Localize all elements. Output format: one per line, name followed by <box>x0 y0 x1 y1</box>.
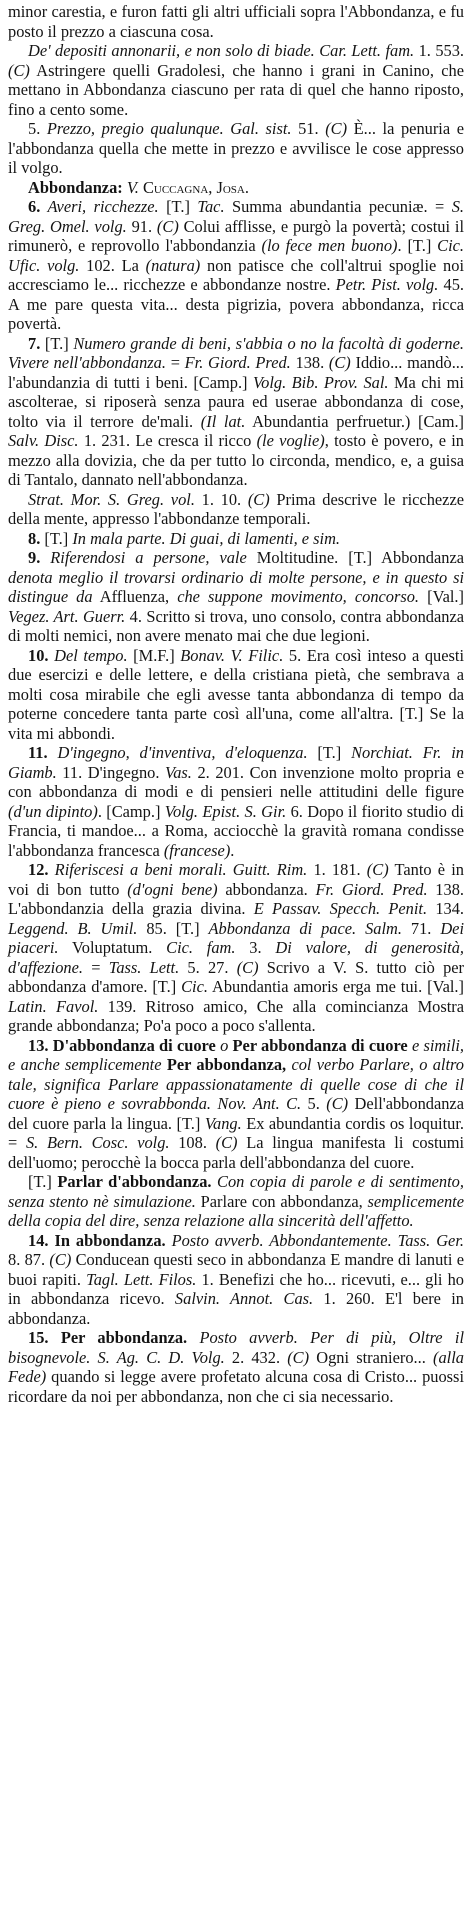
quote-text: 102. La <box>79 255 146 275</box>
citation-ref: 71. <box>401 918 441 938</box>
headword: Abbondanza: <box>28 177 127 197</box>
editor-tag: 85. [T.] <box>137 918 209 938</box>
quote-text: 4. Scritto si trova, uno consolo, contra abbondanza di molti nemici, non avere menato mai che due legioni. <box>8 606 465 645</box>
source-tag: (C) <box>247 489 270 509</box>
editor-tag: [T.] <box>158 197 198 216</box>
quote-text: Voluptatum. <box>58 938 167 957</box>
sense-number: 5. <box>28 119 41 138</box>
citation-source: Volg. Bib. Prov. Sal. <box>252 372 389 392</box>
citation-source: Norchiat. Fr. in Giamb. <box>8 743 464 782</box>
quote-text: Prima descrive le ricchezze della mente, appresso l'abbondanze temporali. <box>8 489 464 528</box>
sense-7-continuation <box>8 490 464 529</box>
citation-source: Fr. Giord. Pred. <box>184 353 291 372</box>
definition-and-citation: De' depositi annonarii, e non solo di biade. Car. Lett. fam. <box>28 41 415 60</box>
see-abbrev: V. <box>126 177 139 197</box>
source-tag: (C) <box>236 957 259 977</box>
citation-source: Salvin. Annot. Cas. <box>174 1289 314 1308</box>
separator: = <box>82 957 109 977</box>
quote-text: non patisce che coll'altrui spoglie noi accresciamo le... ricchezze e abbondanze nostre. <box>8 255 464 294</box>
definition: Numero grande di beni, s'abbia o no la facoltà di goderne. Vivere nell'abbondanza. <box>8 333 464 372</box>
quote-text: 1. 231. Le cresca il ricco <box>78 431 257 450</box>
quote-text: Summa abundantia pecuniæ. = <box>224 197 452 216</box>
citation-source: Bonav. V. Filic. <box>180 645 284 665</box>
quote-text: Parlare con abbondanza, <box>195 1191 368 1211</box>
quote-text: Affluenza, <box>92 587 178 606</box>
sense-14 <box>8 1231 464 1329</box>
citation-source: Volg. Epist. S. Gir. <box>164 801 287 821</box>
gloss: (Il lat. <box>200 411 246 431</box>
quote-text: 1. Benefizi che ho... ricevuti, e... gli ho in abbondanza ricevo. <box>8 1269 464 1308</box>
sense-7 <box>8 334 464 490</box>
quote-text: Scrivo a V. S. tutto ciò per abbondanza d'amore. [T.] <box>8 957 464 996</box>
source-tag: (C) <box>8 60 30 80</box>
citation-source: Tagl. Lett. Filos. <box>86 1269 197 1289</box>
sense-number: 7. <box>28 333 41 353</box>
definition: D'ingegno, d'inventiva, d'eloquenza. <box>47 743 308 762</box>
source-tag: (C) <box>156 216 179 236</box>
sense-9 <box>8 548 464 646</box>
quote-text: Colui afflisse, e purgò la povertà; costui il rimunerò, e reprovollo l'abbondanzia <box>8 216 464 255</box>
citation-source: Latin. Favol. <box>8 996 99 1016</box>
definition: semplicemente della copia del dire, senza relazione alla sincerità dell'affetto. <box>8 1191 464 1230</box>
sense-number: 11. <box>28 743 48 762</box>
citation-source: Vas. <box>165 762 192 782</box>
quote-text: Abundantia perfruetur.) [Cam.] <box>245 411 465 431</box>
citation-ref: 1. 553. <box>414 41 465 60</box>
source-tag: (C) <box>215 1133 238 1152</box>
source-tag: (C) <box>366 860 389 879</box>
quote-text: Moltitudine. [T.] Abbondanza <box>246 548 464 567</box>
sense-11 <box>8 743 464 860</box>
phrase: In abbondanza. <box>48 1230 166 1250</box>
citation-source: Vegez. Art. Guerr. <box>8 606 126 626</box>
citation-source: Tac. <box>197 197 225 216</box>
citation-source: S. Greg. Omel. volg. <box>8 197 464 236</box>
gloss: (alla Fede) <box>8 1347 464 1386</box>
quote-text: abbondanza. <box>217 879 316 899</box>
sense-15 <box>8 1328 464 1406</box>
citation-source: Leggend. B. Umil. <box>8 918 138 938</box>
definition: e simili, e anche semplicemente <box>8 1035 465 1074</box>
gloss: (francese) <box>163 840 231 860</box>
quote-text: 6. Dopo il fiorito studio di Francia, ti mandoe... a Roma, acciocchè la gravità romana condisse l'abbondanza francesca <box>8 801 464 860</box>
gloss: (d'ogni bene) <box>127 879 218 899</box>
sense-13-subentry <box>8 1172 464 1231</box>
definition-and-citation: col verbo Parlare, o altro tale, significa Parlare appassionatamente di quelle cose di che il cuore è pieno e sovrabbonda. Nov. Ant. C. <box>8 1055 464 1113</box>
separator: = <box>165 353 185 372</box>
quote-text: Iddio... mandò... l'abundanzia di tutti i beni. [Camp.] <box>8 353 464 392</box>
editor-tag: [Val.] <box>419 587 464 606</box>
gloss: (natura) <box>145 255 201 275</box>
punctuation: . <box>230 840 235 860</box>
phrase: Parlar d'abbondanza. <box>57 1172 212 1191</box>
citation-ref: 1. 181. <box>307 860 367 879</box>
paragraph-continuation <box>8 2 464 41</box>
quote-text: 1. 260. E'l bere in abbondanza. <box>8 1289 464 1328</box>
citation-ref: 8. 87. <box>8 1250 50 1269</box>
sense-12 <box>8 860 464 1036</box>
citation-source: Cic. <box>181 977 208 996</box>
sense-10 <box>8 646 464 744</box>
editor-tag: [T.] <box>307 743 352 762</box>
sense-number: 6. <box>28 197 41 216</box>
citation-ref: 108. <box>169 1133 216 1152</box>
sense-13 <box>8 1036 464 1173</box>
definition-and-citation: Prezzo, pregio qualunque. Gal. sist. <box>40 119 292 138</box>
sense-number: 13. <box>28 1035 49 1055</box>
source-tag: (C) <box>49 1250 72 1269</box>
phrase: Per abbondanza, <box>166 1055 287 1074</box>
phrase: Per abbondanza. <box>48 1328 188 1347</box>
citation-source: Tass. Lett. <box>108 957 180 977</box>
sense-number: 14. <box>28 1230 49 1250</box>
quote-text: È... la penuria e l'abbondanza quella che mette in prezzo e avvilisce le cose appresso il volgo. <box>8 119 464 177</box>
citation-ref: 138. <box>290 353 329 372</box>
quote-text: 2. 201. Con invenzione molto propria e con abbondanza di modi e di pensieri nelle attitudini delle figure <box>8 762 464 801</box>
citation-ref: 91. <box>126 216 157 236</box>
citation-source: Petr. Pist. volg. <box>335 275 439 294</box>
quote-text: 45. A me pare questa vita... desta pigrizia, povera abbondanza, ricca povertà. <box>8 275 464 333</box>
citation-source: Salv. Disc. <box>8 431 79 450</box>
citation-source: Vang. <box>204 1113 242 1133</box>
definition: Di valore, di generosità, d'affezione. <box>8 938 465 977</box>
definition: che suppone movimento, concorso. <box>177 587 420 606</box>
entry-depositi-annonarii <box>8 41 464 119</box>
editor-tag: [M.F.] <box>127 645 181 665</box>
sense-6 <box>8 197 464 334</box>
quote-text: Conducean questi seco in abbondanza E mandre di lanuti e buoi rapiti. <box>8 1250 464 1289</box>
definition: Del tempo. <box>48 645 128 665</box>
citation-source: Cic. fam. <box>166 938 236 957</box>
sense-5 <box>8 119 464 178</box>
definition: Dei piaceri. <box>8 918 465 957</box>
quote-text: Ogni straniero... <box>309 1347 434 1367</box>
citation-source: Cic. Ufic. volg. <box>8 236 465 275</box>
quote-text: Ex abundantia cordis os loquitur. = <box>8 1113 464 1152</box>
quote-text: 11. D'ingegno. <box>56 762 166 782</box>
gloss: (d'un dipinto) <box>8 801 98 821</box>
quote-text: 5. Era così inteso a questi due esercizi e delle lettere, e della cristiana pietà, che sembrava a molti cosa mirabile che egli avesse tanta abbondanza di tempo da poterne concedere tanta parte così all'una, come all'altra. [T.] Se la vita mi abbondi. <box>8 645 464 743</box>
citation-ref: 134. <box>427 899 464 918</box>
gloss: (le voglie) <box>256 431 325 450</box>
citation-source: S. Bern. Cosc. volg. <box>25 1133 170 1152</box>
editor-tag: [T.] <box>28 1172 58 1191</box>
citation-source: Fr. Giord. Pred. <box>315 879 428 899</box>
phrase: D'abbondanza di cuore <box>48 1035 216 1055</box>
quote-text: Abundantia amoris erga me tui. [Val.] <box>207 977 464 996</box>
citation-source: E Passav. Specch. Penit. <box>253 899 428 918</box>
cross-ref-words: Cuccagna, Josa. <box>138 177 249 197</box>
source-tag: (C) <box>326 1094 349 1113</box>
text: minor carestia, e furon fatti gli altri ufficiali sopra l'Abbondanza, e fu posto il prezzo a ciascuna cosa. <box>8 2 464 41</box>
source-tag: (C) <box>325 119 348 138</box>
editor-tag: [T.] <box>40 333 74 353</box>
quote-text: 138. L'abbondanzia della grazia divina. <box>8 879 464 918</box>
editor-tag: [T.] <box>40 528 73 548</box>
citation-ref: 5. 27. <box>179 957 237 977</box>
quote-text: , tosto è povero, e in mezzo alla dovizia, che da per tutto lo circonda, mendico, e, a guisa di Tantalo, dannato nell'abbondanza. <box>8 431 464 489</box>
citation-ref: 2. 432. <box>224 1347 288 1367</box>
quote-text: La lingua manifesta li costumi dell'uomo; perocchè la bocca parla dell'abbondanza del cuore. <box>8 1133 465 1172</box>
definition: Averi, ricchezze. <box>40 197 159 216</box>
citation-ref: 1. 10. <box>194 489 248 509</box>
citation-ref: 5. <box>301 1094 327 1113</box>
quote-text: Astringere quelli Gradolesi, che hanno i grani in Canino, che mettano in Abbondanza ciascuno per rata di quel che hanno riposto, fino a cento some. <box>8 60 464 119</box>
sense-number: 8. <box>28 528 41 548</box>
definition: denota meglio il trovarsi ordinario di molte persone, e in questo si distingue da <box>8 567 464 606</box>
definition: Con copia di parole e di sentimento, senza stento nè simulazione. <box>8 1172 464 1211</box>
definition-and-citation: Posto avverb. Abbondantemente. Tass. Ger. <box>165 1230 464 1250</box>
citation-ref: 3. <box>235 938 276 957</box>
definition: Riferendosi a persone, vale <box>40 548 247 567</box>
quote-text: Dell'abbondanza del cuore parla la lingua. [T.] <box>8 1094 464 1133</box>
sense-number: 9. <box>28 548 41 567</box>
sense-8 <box>8 529 464 549</box>
quote-text: Tanto è in voi di bon tutto <box>8 860 465 899</box>
gloss: (lo fece men buono) <box>261 236 398 255</box>
definition: In mala parte. Di guai, di lamenti, e sim. <box>72 528 341 548</box>
citation-source: Strat. Mor. S. Greg. vol. <box>28 489 195 509</box>
definition-and-citation: Posto avverb. Per di più, Oltre il bisognevole. S. Ag. C. D. Volg. <box>8 1328 465 1367</box>
source-tag: (C) <box>328 353 351 372</box>
sense-number: 10. <box>28 645 49 665</box>
sense-number: 12. <box>28 860 49 879</box>
quote-text: Ma chi mi ascolterae, si riposerà senza paura ed userae abbondanza di cose, tolto via il terrore de'mali. <box>8 372 464 431</box>
quote-text: 139. Ritroso amico, Che alla comincianza Mostra grande abbondanza; Po'a poco a poco s'allenta. <box>8 996 464 1035</box>
sense-number: 15. <box>28 1328 49 1347</box>
phrase: Per abbondanza di cuore <box>232 1035 408 1055</box>
connector: o <box>215 1035 233 1055</box>
editor-tag: . [T.] <box>397 236 438 255</box>
quote-text: quando si legge avere profetato alcuna cosa di Cristo... puossi ricordare da noi per abbondanza, non che ci sia necessario. <box>8 1367 464 1406</box>
editor-tag: . [Camp.] <box>97 801 165 821</box>
cross-reference <box>8 178 464 198</box>
definition-and-citation: Riferiscesi a beni morali. Guitt. Rim. <box>48 860 308 879</box>
definition-and-citation: Abbondanza di pace. Salm. <box>208 918 402 938</box>
citation-ref: 51. <box>291 119 326 138</box>
source-tag: (C) <box>287 1347 310 1367</box>
